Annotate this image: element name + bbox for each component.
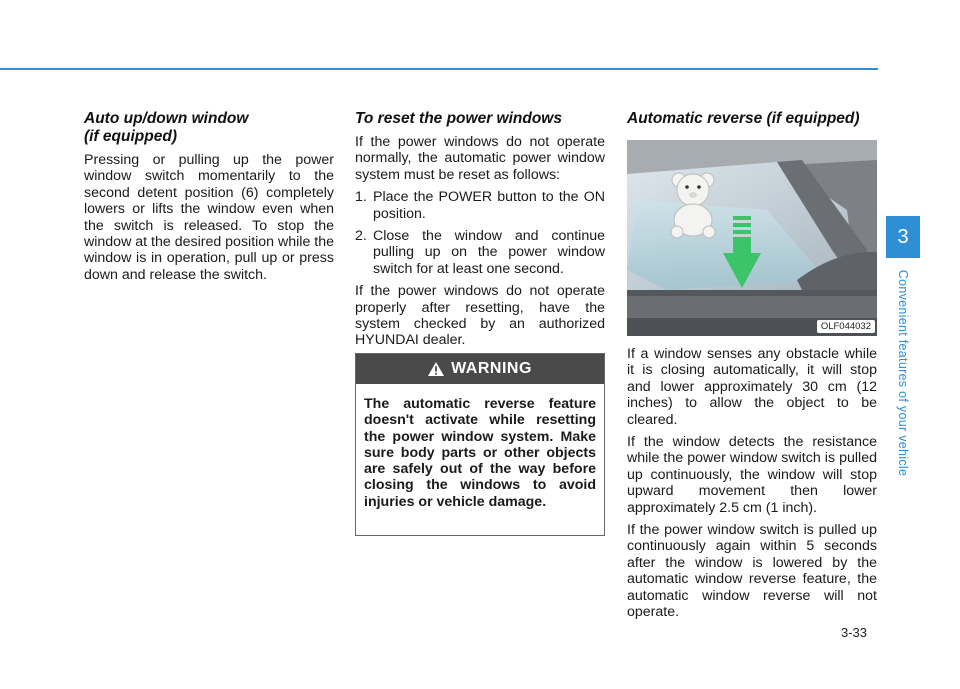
column-reset (355, 110, 605, 355)
column-auto-reverse (627, 110, 877, 627)
reset-heading: To reset the power windows (355, 110, 562, 127)
reset-outro: If the power windows do not operate properly after resetting, have the system checked by an authorized HYUNDAI dealer. (355, 283, 605, 349)
car-window-image (627, 140, 877, 336)
step-text: Place the POWER button to the ON position. (373, 189, 605, 222)
auto-reverse-para-2: If the window detects the resistance while the power window switch is pulled up continuously, the window will stop upward movement then lower approximately 2.5 cm (1 inch). (627, 434, 877, 516)
warning-box (355, 353, 605, 536)
reset-step-2 (355, 228, 605, 277)
auto-reverse-para-1: If a window senses any obstacle while it is closing automatically, it will stop and lower approximately 30 cm (12 inches) to allow the object to be cleared. (627, 346, 877, 428)
auto-updown-heading (84, 110, 334, 146)
warning-body: The automatic reverse feature doesn't activate while resetting the power window system. Make sure body parts or other objects are safely out of the way before closing the windows to avoid injuries or vehicle damage. (364, 396, 596, 510)
column-auto-updown (84, 110, 334, 289)
page-number: 3-33 (841, 625, 868, 640)
header-rule (0, 68, 878, 70)
auto-reverse-illustration (627, 140, 877, 336)
auto-updown-heading-line1: Auto up/down window (84, 110, 249, 127)
reset-intro: If the power windows do not operate normally, the automatic power window system must be reset as follows: (355, 134, 605, 183)
chapter-number: 3 (897, 225, 909, 248)
reset-step-1 (355, 189, 605, 222)
warning-triangle-icon (428, 362, 444, 376)
chapter-title: Convenient features of your vehicle (896, 269, 910, 477)
warning-header (356, 354, 604, 384)
auto-updown-heading-line2: (if equipped) (84, 128, 177, 145)
auto-updown-body: Pressing or pulling up the power window switch momentarily to the second detent position (6) completely lowers or lifts the window even when the switch is released. To stop the window at the desired position while the window is in operation, pull up or press down and release the switch. (84, 152, 335, 283)
step-number: 1. (355, 189, 367, 206)
figure-label: OLF044032 (817, 320, 875, 333)
warning-title: WARNING (451, 360, 532, 377)
step-number: 2. (355, 228, 367, 245)
chapter-tab (886, 216, 920, 258)
step-text: Close the window and continue pulling up on the power window switch for at least one second. (373, 228, 605, 277)
auto-reverse-para-3: If the power window switch is pulled up continuously again within 5 seconds after the window is lowered by the automatic window reverse feature, the automatic window reverse will not operate. (627, 522, 877, 621)
auto-reverse-heading: Automatic reverse (if equipped) (627, 110, 860, 127)
